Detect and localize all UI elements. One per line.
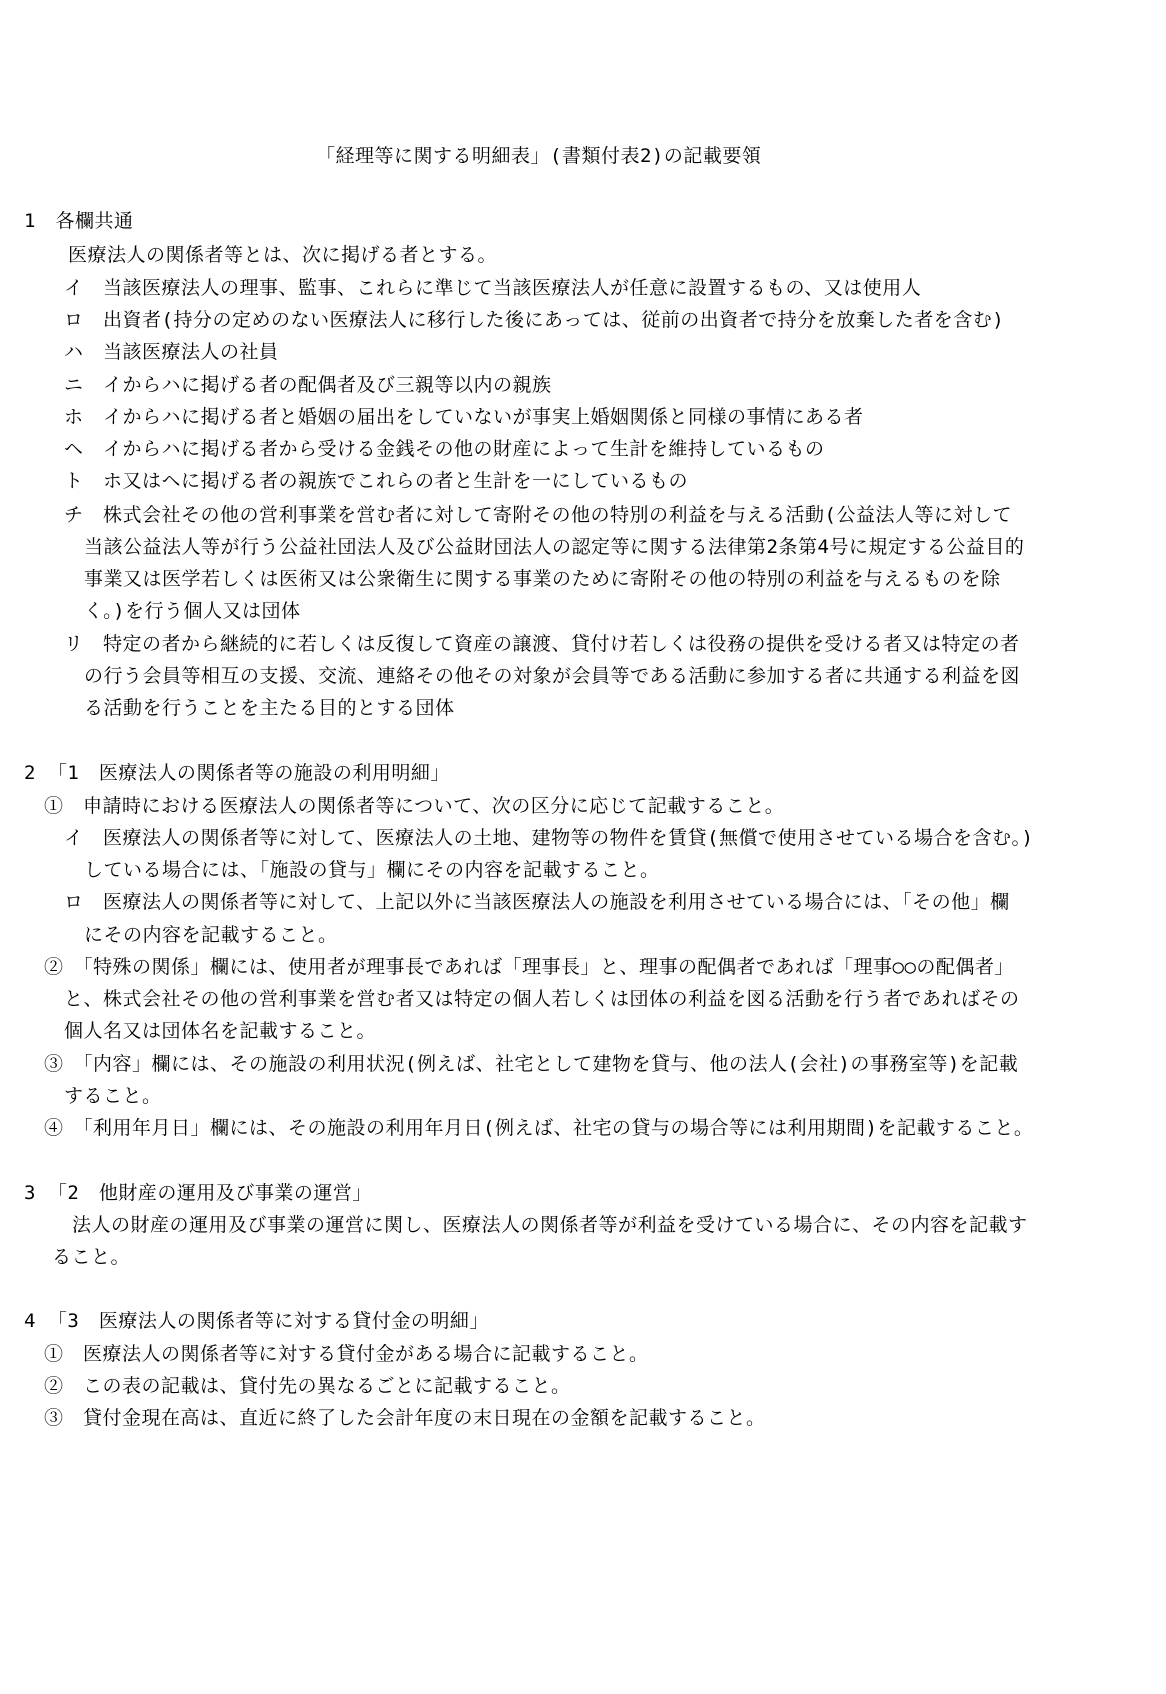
section-2-p3-line2: すること。	[64, 1085, 162, 1107]
section-2-p1: ① 申請時における医療法人の関係者等について、次の区分に応じて記載すること。	[44, 795, 785, 817]
section-1-item-ro: ロ 出資者(持分の定めのない医療法人に移行した後にあっては、従前の出資者で持分を放棄した者を含む)	[64, 309, 1005, 331]
section-1-item-ni: ニ イからハに掲げる者の配偶者及び三親等以内の親族	[64, 374, 552, 396]
section-2-p1-ro-line1: ロ 医療法人の関係者等に対して、上記以外に当該医療法人の施設を利用させている場合には、「その他」欄	[64, 891, 1010, 913]
section-1-item-ho: ホ イからハに掲げる者と婚姻の届出をしていないが事実上婚姻関係と同様の事情にある者	[64, 406, 864, 428]
section-3-body-line1: 法人の財産の運用及び事業の運営に関し、医療法人の関係者等が利益を受けている場合に、その内容を記載す	[72, 1214, 1028, 1236]
section-1-item-chi-line1: チ 株式会社その他の営利事業を営む者に対して寄附その他の特別の利益を与える活動(公益法人等に対して	[64, 504, 1012, 526]
section-2-heading: 2 「1 医療法人の関係者等の施設の利用明細」	[24, 762, 450, 784]
section-2-p1-i-line1: イ 医療法人の関係者等に対して、医療法人の土地、建物等の物件を賃貸(無償で使用させている場合を含む。)	[64, 827, 1034, 849]
section-2-p1-ro-line2: にその内容を記載すること。	[84, 924, 338, 946]
section-2-p2-line3: 個人名又は団体名を記載すること。	[64, 1020, 377, 1042]
section-1-item-chi-line2: 当該公益法人等が行う公益社団法人及び公益財団法人の認定等に関する法律第2条第4号に規定する公益目的	[84, 536, 1025, 558]
section-2-p1-i-line2: している場合には、「施設の貸与」欄にその内容を記載すること。	[84, 859, 660, 881]
section-2-p2-line2: と、株式会社その他の営利事業を営む者又は特定の個人若しくは団体の利益を図る活動を行う者であればその	[64, 988, 1020, 1010]
document-title: 「経理等に関する明細表」(書類付表2)の記載要領	[316, 145, 762, 167]
section-1-item-to: ト ホ又はヘに掲げる者の親族でこれらの者と生計を一にしているもの	[64, 470, 689, 492]
section-4-heading: 4 「3 医療法人の関係者等に対する貸付金の明細」	[24, 1310, 489, 1332]
section-3-body-line2: ること。	[52, 1246, 131, 1268]
section-1-heading: 1 各欄共通	[24, 210, 134, 232]
section-1-item-ri-line3: る活動を行うことを主たる目的とする団体	[84, 697, 455, 719]
section-1-item-ri-line1: リ 特定の者から継続的に若しくは反復して資産の譲渡、貸付け若しくは役務の提供を受ける者又は特定の者	[64, 633, 1020, 655]
section-2-p2-line1: ② 「特殊の関係」欄には、使用者が理事長であれば「理事長」と、理事の配偶者であれば「理事○○の配偶者」	[44, 956, 1014, 978]
section-2-p3-line1: ③ 「内容」欄には、その施設の利用状況(例えば、社宅として建物を貸与、他の法人(会社)の事務室等)を記載	[44, 1053, 1019, 1075]
section-4-item-3: ③ 貸付金現在高は、直近に終了した会計年度の末日現在の金額を記載すること。	[44, 1407, 766, 1429]
section-1-item-ha: ハ 当該医療法人の社員	[64, 341, 279, 363]
section-4-item-1: ① 医療法人の関係者等に対する貸付金がある場合に記載すること。	[44, 1343, 649, 1365]
section-2-p4: ④ 「利用年月日」欄には、その施設の利用年月日(例えば、社宅の貸与の場合等には利用期間)を記載すること。	[44, 1117, 1034, 1139]
section-3-heading: 3 「2 他財産の運用及び事業の運営」	[24, 1182, 372, 1204]
section-1-item-he: ヘ イからハに掲げる者から受ける金銭その他の財産によって生計を維持しているもの	[64, 438, 825, 460]
section-1-item-ri-line2: の行う会員等相互の支援、交流、連絡その他その対象が会員等である活動に参加する者に共通する利益を図	[84, 665, 1021, 687]
section-1-item-chi-line4: く。)を行う個人又は団体	[84, 600, 301, 622]
section-4-item-2: ② この表の記載は、貸付先の異なるごとに記載すること。	[44, 1375, 571, 1397]
section-1-item-i: イ 当該医療法人の理事、監事、これらに準じて当該医療法人が任意に設置するもの、又は使用人	[64, 277, 922, 299]
section-1-item-chi-line3: 事業又は医学若しくは医術又は公衆衛生に関する事業のために寄附その他の特別の利益を与えるものを除	[84, 568, 1001, 590]
section-1-intro: 医療法人の関係者等とは、次に掲げる者とする。	[68, 244, 498, 266]
